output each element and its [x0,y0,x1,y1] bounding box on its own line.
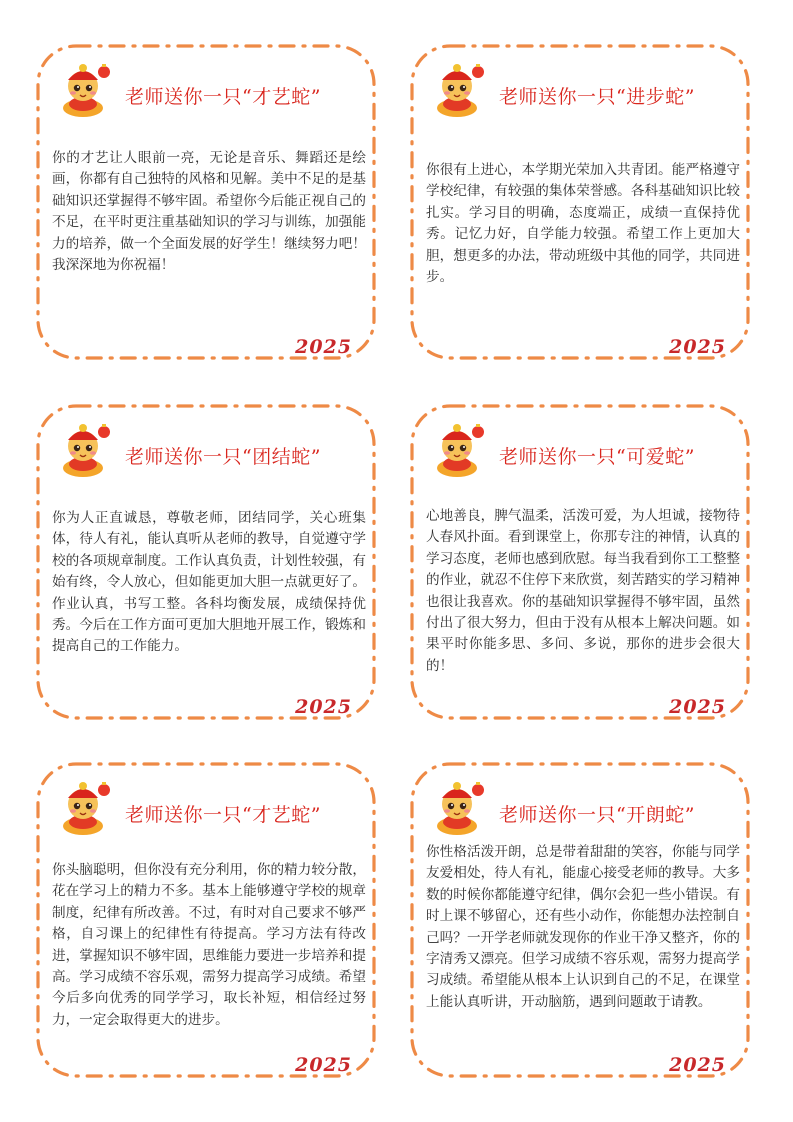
card-2 [404,38,756,366]
snake-mascot-icon [428,418,486,480]
card-body: 你性格活泼开朗，总是带着甜甜的笑容，你能与同学友爱相处，待人有礼，能虚心接受老师的教导。大多数的时候你都能遵守纪律，偶尔会犯一些小错误。有时上课不够留心，还有些小动作，你能想办法控制自己吗？一开学老师就发现你的作业干净又整齐，你的字清秀又漂亮。但学习成绩不容乐观，需努力提高学习成绩。希望能从根本上认识到自己的不足，在课堂上能认真听讲，开动脑筋，遇到问题敢于请教。 [426,844,740,1010]
card-year: 2025 [669,336,726,358]
snake-mascot-icon [428,58,486,120]
card-5 [30,756,382,1084]
card-body: 你为人正直诚恳，尊敬老师，团结同学，关心班集体，待人有礼，能认真听从老师的教导，自觉遵守学校的各项规章制度。工作认真负责，计划性较强，有始有终，令人放心，但如能更加大胆一点就更好了。作业认真，书写工整。各科均衡发展，成绩保持优秀。今后在工作方面可更加大胆地开展工作，锻炼和提高自己的工作能力。 [52,510,366,655]
card-year: 2025 [295,696,352,718]
card-title: 老师送你一只“团结蛇” [125,446,321,468]
snake-mascot-icon [428,776,486,838]
card-6 [404,756,756,1084]
card-body: 你很有上进心，本学期光荣加入共青团。能严格遵守学校纪律，有较强的集体荣誉感。各科基础知识比较扎实。学习目的明确，态度端正，成绩一直保持优秀。记忆力好，自学能力较强。希望工作上更加大胆，想更多的办法，带动班级中其他的同学，共同进步。 [426,162,740,286]
card-body: 你头脑聪明，但你没有充分利用，你的精力较分散，花在学习上的精力不多。基本上能够遵守学校的规章制度，纪律有所改善。不过，有时对自己要求不够严格，自习课上的纪律性有待提高。学习方法有待改进，掌握知识不够牢固，思维能力要进一步培养和提高。学习成绩不容乐观，需努力提高学习成绩。希望今后多向优秀的同学学习，取长补短，相信经过努力，一定会取得更大的进步。 [52,862,366,1028]
card-title: 老师送你一只“才艺蛇” [125,86,321,108]
card-title: 老师送你一只“可爱蛇” [499,446,695,468]
card-4 [404,398,756,726]
card-3 [30,398,382,726]
card-year: 2025 [295,1054,352,1076]
card-1 [30,38,382,366]
card-title: 老师送你一只“开朗蛇” [499,804,695,826]
card-title: 老师送你一只“进步蛇” [499,86,695,108]
snake-mascot-icon [54,776,112,838]
card-year: 2025 [669,1054,726,1076]
snake-mascot-icon [54,58,112,120]
card-year: 2025 [295,336,352,358]
card-year: 2025 [669,696,726,718]
card-title: 老师送你一只“才艺蛇” [125,804,321,826]
card-body: 你的才艺让人眼前一亮，无论是音乐、舞蹈还是绘画，你都有自己独特的风格和见解。美中不足的是基础知识还掌握得不够牢固。希望你今后能正视自己的不足，在平时更注重基础知识的学习与训练，加强能力的培养，做一个全面发展的好学生！继续努力吧！我深深地为你祝福！ [52,150,366,274]
snake-mascot-icon [54,418,112,480]
card-body: 心地善良，脾气温柔，活泼可爱，为人坦诚，接物待人春风扑面。看到课堂上，你那专注的神情，认真的学习态度，老师也感到欣慰。每当我看到你工工整整的作业，就忍不住停下来欣赏，刻苦踏实的学习精神也很让我喜欢。你的基础知识掌握得不够牢固，虽然付出了很大努力，但由于没有从根本上解决问题。如果平时你能多思、多问、多说，那你的进步会很大的！ [426,508,740,674]
